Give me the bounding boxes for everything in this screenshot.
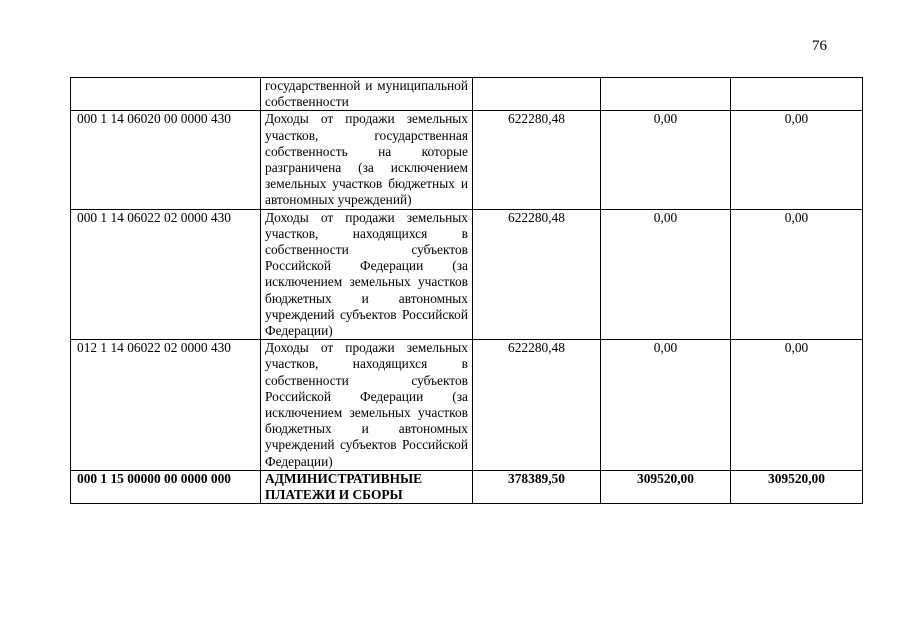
amount-cell-3	[731, 78, 863, 111]
amount-cell-2: 0,00	[601, 209, 731, 340]
amount-cell-2: 309520,00	[601, 470, 731, 503]
table-row	[71, 78, 863, 111]
amount-cell-1: 622280,48	[473, 340, 601, 471]
amount-cell-3: 0,00	[731, 111, 863, 209]
budget-code-cell	[71, 78, 261, 111]
table-row-total	[71, 470, 863, 503]
income-name-cell: государственной и муниципальной собственности	[261, 78, 473, 111]
amount-cell-1: 378389,50	[473, 470, 601, 503]
budget-code-cell: 000 1 14 06022 02 0000 430	[71, 209, 261, 340]
budget-code-cell: 012 1 14 06022 02 0000 430	[71, 340, 261, 471]
income-name-cell: Доходы от продажи земельных участков, находящихся в собственности субъектов Российской Федерации (за исключением земельных участков бюджетных и автономных учреждений субъектов Российской Федерации)	[261, 340, 473, 471]
amount-cell-1: 622280,48	[473, 209, 601, 340]
amount-cell-2: 0,00	[601, 340, 731, 471]
amount-cell-1: 622280,48	[473, 111, 601, 209]
amount-cell-2: 0,00	[601, 111, 731, 209]
table-row	[71, 209, 863, 340]
amount-cell-1	[473, 78, 601, 111]
income-name-cell: Доходы от продажи земельных участков, государственная собственность на которые разграничена (за исключением земельных участков бюджетных и автономных учреждений)	[261, 111, 473, 209]
income-name-cell: АДМИНИСТРАТИВНЫЕ ПЛАТЕЖИ И СБОРЫ	[261, 470, 473, 503]
amount-cell-3: 0,00	[731, 209, 863, 340]
amount-cell-3: 0,00	[731, 340, 863, 471]
budget-code-cell: 000 1 15 00000 00 0000 000	[71, 470, 261, 503]
budget-code-cell: 000 1 14 06020 00 0000 430	[71, 111, 261, 209]
budget-revenue-table	[70, 77, 863, 504]
amount-cell-3: 309520,00	[731, 470, 863, 503]
table-row	[71, 111, 863, 209]
amount-cell-2	[601, 78, 731, 111]
table-row	[71, 340, 863, 471]
page-number: 76	[812, 38, 827, 54]
income-name-cell: Доходы от продажи земельных участков, находящихся в собственности субъектов Российской Федерации (за исключением земельных участков бюджетных и автономных учреждений субъектов Российской Федерации)	[261, 209, 473, 340]
